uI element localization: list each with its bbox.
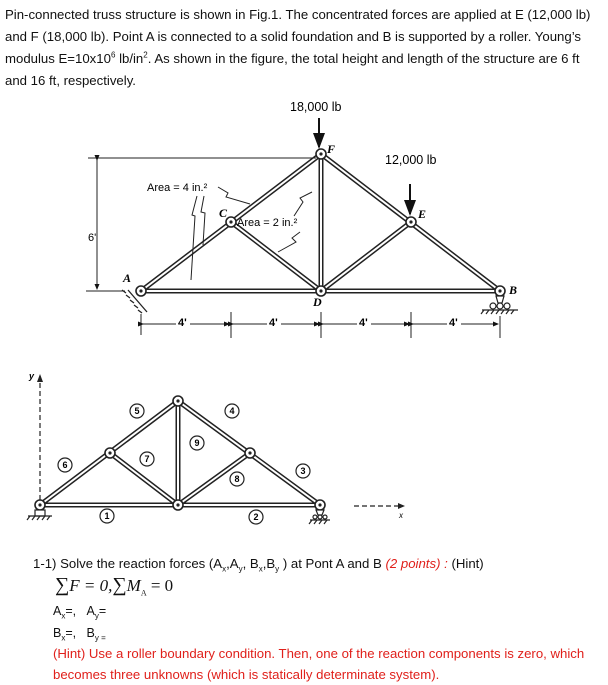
- member-label-7: 7: [144, 454, 150, 464]
- member-label-9: 9: [194, 438, 200, 448]
- area-label-4: Area = 4 in.²: [147, 182, 208, 194]
- member-label-5: 5: [134, 406, 140, 416]
- span-dim-4: 4': [449, 317, 458, 329]
- sigma-icon: ∑: [55, 574, 70, 596]
- node-label-a: A: [123, 271, 132, 285]
- by-answer[interactable]: y =: [94, 633, 106, 643]
- load-f-label: 18,000 lb: [290, 100, 342, 114]
- area-label-2: Area = 2 in.²: [237, 217, 298, 229]
- points-label: (2 points): [385, 556, 441, 571]
- node-label-d: D: [313, 295, 322, 309]
- span-dim-3: 4': [359, 317, 368, 329]
- member-label-4: 4: [229, 406, 235, 416]
- member-label-8: 8: [234, 474, 240, 484]
- member-label-1: 1: [104, 511, 110, 521]
- bx-answer[interactable]: =,: [65, 626, 77, 640]
- pin-support-left-icon: [27, 510, 52, 520]
- node-label-c: C: [219, 206, 228, 220]
- hint-text: (Hint) Use a roller boundary condition. Then, one of the reaction components is zero, which becomes three unknowns (which is statically determinate system).: [53, 646, 585, 682]
- member-label-2: 2: [253, 512, 259, 522]
- roller-support-b-icon: [481, 296, 518, 314]
- roller-support-right-icon: [309, 510, 330, 524]
- axis-x-label: x: [399, 511, 403, 520]
- ax-answer[interactable]: =,: [65, 604, 77, 618]
- equilibrium-equation: $\sum F = 0,\sum M_A = 0$: [55, 574, 174, 598]
- span-dim-2: 4': [269, 317, 278, 329]
- member-label-3: 3: [300, 466, 306, 476]
- question-1-1: 1-1) Solve the reaction forces ($A_x,A_y$, $B_x,B_y$ ) at Pont A and B (2 points) : (Hint): [33, 556, 484, 574]
- axis-y-label: y: [29, 371, 35, 381]
- sigma-icon: ∑: [112, 574, 127, 596]
- problem-statement: Pin-connected truss structure is shown in Fig.1. The concentrated forces are applied at E (12,000 lb) and F (18,000 lb). Point A is connected to a solid foundation and B is supported by a roller. Young’s modulus $E=10x10^6$ $lb/in^2$. As shown in the figure, the total height and length of the structure are 6 ft and 16 ft, respectively.: [5, 7, 591, 88]
- member-label-6: 6: [62, 460, 68, 470]
- answer-row-b: $B_x=$, $B_{y =}$: [53, 626, 106, 643]
- truss-figure-2: [27, 371, 405, 524]
- hint-label: (Hint): [451, 556, 484, 571]
- node-label-f: F: [327, 142, 336, 156]
- node-label-b: B: [509, 283, 518, 297]
- ay-answer[interactable]: =: [98, 604, 107, 618]
- answer-row-a: $A_x=$, $A_y=$: [53, 604, 107, 621]
- node-label-e: E: [418, 207, 427, 221]
- load-e-label: 12,000 lb: [385, 153, 437, 167]
- span-dim-1: 4': [178, 317, 187, 329]
- height-dimension: 6': [88, 232, 97, 244]
